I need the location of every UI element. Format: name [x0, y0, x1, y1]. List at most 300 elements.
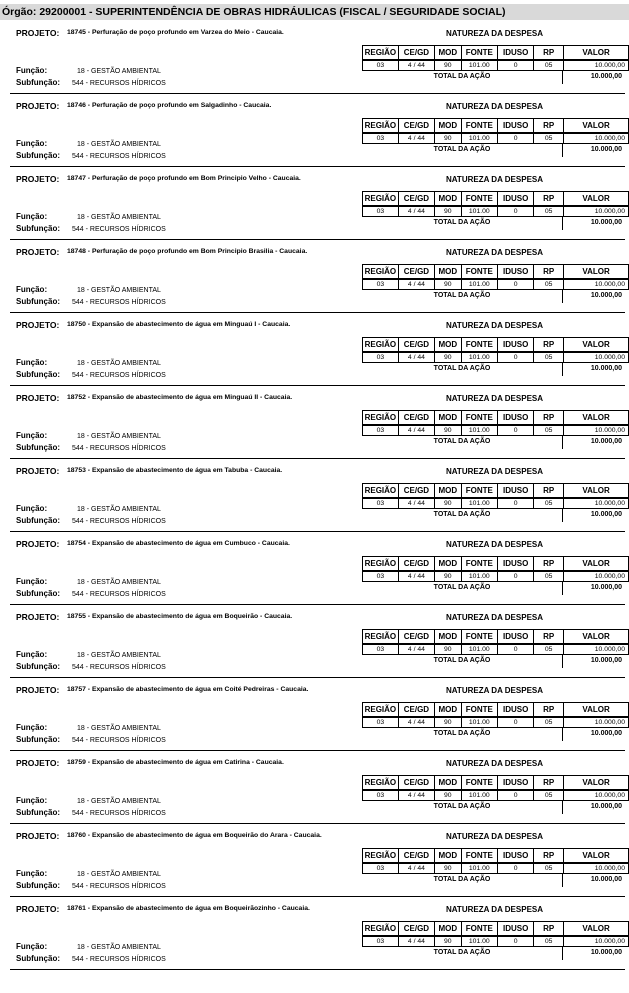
table-cell: 90 [435, 133, 462, 144]
table-cell: 90 [435, 279, 462, 290]
funcao-label: Função: [16, 650, 48, 659]
project-title: 18760 - Expansão de abastecimento de água em Boqueirão do Arara - Caucaia. [67, 832, 322, 839]
col-header: IDUSO [498, 46, 534, 61]
table-cell: 03 [363, 936, 399, 947]
projeto-label: PROJETO: [16, 612, 60, 622]
table-header-row [363, 776, 629, 791]
col-header: CE/GD [398, 630, 434, 645]
col-header: FONTE [461, 849, 497, 864]
section-divider [10, 896, 625, 897]
col-header: VALOR [564, 922, 629, 937]
col-header: FONTE [461, 484, 497, 499]
natureza-table [362, 410, 629, 436]
col-header: IDUSO [498, 703, 534, 718]
col-header: REGIÃO [363, 46, 399, 61]
total-value: 10.000,00 [562, 946, 627, 960]
project-code: 18745 [67, 29, 86, 36]
total-value: 10.000,00 [562, 654, 627, 668]
table-cell: 101.00 [461, 352, 497, 363]
funcao-label: Função: [16, 504, 48, 513]
funcao-label: Função: [16, 869, 48, 878]
project-description: Perfuração de poço profundo em Salgadinho - Caucaia. [91, 102, 272, 109]
total-label: TOTAL DA AÇÃO [433, 292, 491, 299]
col-header: REGIÃO [363, 411, 399, 426]
subfuncao-value: 544 - RECURSOS HÍDRICOS [72, 883, 166, 890]
table-cell: 05 [534, 717, 564, 728]
total-label: TOTAL DA AÇÃO [433, 730, 491, 737]
project-code: 18748 [67, 248, 86, 255]
table-cell: 0 [498, 206, 534, 217]
funcao-value: 18 - GESTÃO AMBIENTAL [77, 652, 161, 659]
col-header: IDUSO [498, 192, 534, 207]
table-cell: 03 [363, 133, 399, 144]
project-block [0, 537, 629, 610]
project-description: Expansão de abastecimento de água em Tabuba - Caucaia. [91, 467, 283, 474]
project-code: 18747 [67, 175, 86, 182]
col-header: VALOR [564, 265, 629, 280]
col-header: RP [534, 922, 564, 937]
table-cell: 90 [435, 644, 462, 655]
project-description: Expansão de abastecimento de água em Minguaú II - Caucaia. [91, 394, 293, 401]
table-cell: 101.00 [461, 863, 497, 874]
col-header: RP [534, 192, 564, 207]
funcao-value: 18 - GESTÃO AMBIENTAL [77, 287, 161, 294]
funcao-value: 18 - GESTÃO AMBIENTAL [77, 214, 161, 221]
funcao-label: Função: [16, 66, 48, 75]
table-header-row [363, 703, 629, 718]
table-row [363, 644, 629, 655]
table-cell: 4 / 44 [398, 133, 434, 144]
funcao-label: Função: [16, 942, 48, 951]
table-cell: 4 / 44 [398, 936, 434, 947]
table-cell: 4 / 44 [398, 498, 434, 509]
table-cell: 05 [534, 352, 564, 363]
col-header: IDUSO [498, 338, 534, 353]
col-header: REGIÃO [363, 338, 399, 353]
col-header: MOD [435, 338, 462, 353]
subfuncao-label: Subfunção: [16, 881, 60, 890]
funcao-value: 18 - GESTÃO AMBIENTAL [77, 433, 161, 440]
total-label: TOTAL DA AÇÃO [433, 949, 491, 956]
table-header-row [363, 922, 629, 937]
col-header: RP [534, 46, 564, 61]
col-header: VALOR [564, 46, 629, 61]
table-cell: 4 / 44 [398, 425, 434, 436]
section-divider [10, 385, 625, 386]
funcao-label: Função: [16, 431, 48, 440]
table-cell: 90 [435, 425, 462, 436]
table-cell: 10.000,00 [564, 498, 629, 509]
col-header: IDUSO [498, 411, 534, 426]
table-cell: 4 / 44 [398, 206, 434, 217]
projeto-label: PROJETO: [16, 904, 60, 914]
natureza-table [362, 702, 629, 728]
project-code: 18752 [67, 394, 86, 401]
col-header: RP [534, 557, 564, 572]
subfuncao-label: Subfunção: [16, 443, 60, 452]
table-cell: 05 [534, 936, 564, 947]
project-block [0, 756, 629, 829]
table-header-row [363, 338, 629, 353]
col-header: VALOR [564, 119, 629, 134]
table-cell: 101.00 [461, 936, 497, 947]
table-header-row [363, 192, 629, 207]
subfuncao-label: Subfunção: [16, 735, 60, 744]
col-header: MOD [435, 703, 462, 718]
section-divider [10, 531, 625, 532]
project-code: 18746 [67, 102, 86, 109]
table-row [363, 571, 629, 582]
table-cell: 101.00 [461, 425, 497, 436]
project-code: 18753 [67, 467, 86, 474]
funcao-value: 18 - GESTÃO AMBIENTAL [77, 506, 161, 513]
project-block [0, 391, 629, 464]
col-header: FONTE [461, 265, 497, 280]
col-header: FONTE [461, 119, 497, 134]
table-cell: 4 / 44 [398, 571, 434, 582]
table-cell: 4 / 44 [398, 863, 434, 874]
total-value: 10.000,00 [562, 70, 627, 84]
project-description: Perfuração de poço profundo em Bom Principio Brasilia - Caucaia. [91, 248, 308, 255]
table-row [363, 790, 629, 801]
project-block [0, 464, 629, 537]
col-header: IDUSO [498, 484, 534, 499]
col-header: MOD [435, 484, 462, 499]
funcao-label: Função: [16, 139, 48, 148]
natureza-heading: NATUREZA DA DESPESA [445, 832, 544, 841]
table-cell: 05 [534, 571, 564, 582]
natureza-table [362, 191, 629, 217]
project-title: 18761 - Expansão de abastecimento de água em Boqueirãozinho - Caucaia. [67, 905, 310, 912]
table-cell: 4 / 44 [398, 279, 434, 290]
table-cell: 05 [534, 279, 564, 290]
col-header: RP [534, 630, 564, 645]
col-header: REGIÃO [363, 484, 399, 499]
col-header: MOD [435, 46, 462, 61]
table-row [363, 717, 629, 728]
projeto-label: PROJETO: [16, 539, 60, 549]
table-cell: 101.00 [461, 498, 497, 509]
col-header: MOD [435, 265, 462, 280]
total-value: 10.000,00 [562, 508, 627, 522]
project-code: 18759 [67, 759, 86, 766]
project-description: Expansão de abastecimento de água em Boqueirãozinho - Caucaia. [91, 905, 310, 912]
table-cell: 05 [534, 644, 564, 655]
table-cell: 03 [363, 352, 399, 363]
natureza-heading: NATUREZA DA DESPESA [445, 321, 544, 330]
funcao-value: 18 - GESTÃO AMBIENTAL [77, 360, 161, 367]
col-header: MOD [435, 411, 462, 426]
col-header: VALOR [564, 484, 629, 499]
table-cell: 90 [435, 790, 462, 801]
col-header: MOD [435, 922, 462, 937]
table-cell: 0 [498, 936, 534, 947]
project-title: 18757 - Expansão de abastecimento de água em Coité Pedreiras - Caucaia. [67, 686, 309, 693]
total-label: TOTAL DA AÇÃO [433, 219, 491, 226]
table-cell: 0 [498, 790, 534, 801]
table-cell: 101.00 [461, 644, 497, 655]
col-header: REGIÃO [363, 703, 399, 718]
subfuncao-value: 544 - RECURSOS HÍDRICOS [72, 664, 166, 671]
col-header: REGIÃO [363, 265, 399, 280]
funcao-value: 18 - GESTÃO AMBIENTAL [77, 579, 161, 586]
table-cell: 90 [435, 936, 462, 947]
table-cell: 10.000,00 [564, 790, 629, 801]
table-cell: 0 [498, 717, 534, 728]
projeto-label: PROJETO: [16, 320, 60, 330]
table-cell: 03 [363, 863, 399, 874]
total-label: TOTAL DA AÇÃO [433, 73, 491, 80]
table-header-row [363, 46, 629, 61]
col-header: IDUSO [498, 776, 534, 791]
col-header: VALOR [564, 776, 629, 791]
natureza-table [362, 118, 629, 144]
table-cell: 4 / 44 [398, 352, 434, 363]
col-header: RP [534, 703, 564, 718]
col-header: VALOR [564, 411, 629, 426]
table-cell: 4 / 44 [398, 60, 434, 71]
total-label: TOTAL DA AÇÃO [433, 803, 491, 810]
subfuncao-value: 544 - RECURSOS HÍDRICOS [72, 80, 166, 87]
col-header: RP [534, 849, 564, 864]
table-cell: 90 [435, 717, 462, 728]
total-label: TOTAL DA AÇÃO [433, 584, 491, 591]
total-value: 10.000,00 [562, 435, 627, 449]
table-cell: 05 [534, 425, 564, 436]
project-description: Perfuração de poço profundo em Bom Principio Velho - Caucaia. [91, 175, 301, 182]
col-header: CE/GD [398, 776, 434, 791]
subfuncao-label: Subfunção: [16, 224, 60, 233]
total-label: TOTAL DA AÇÃO [433, 657, 491, 664]
project-block [0, 610, 629, 683]
project-description: Perfuração de poço profundo em Varzea do Meio - Caucaia. [91, 29, 284, 36]
subfuncao-value: 544 - RECURSOS HÍDRICOS [72, 226, 166, 233]
table-cell: 10.000,00 [564, 571, 629, 582]
total-value: 10.000,00 [562, 581, 627, 595]
subfuncao-value: 544 - RECURSOS HÍDRICOS [72, 518, 166, 525]
funcao-label: Função: [16, 796, 48, 805]
funcao-label: Função: [16, 577, 48, 586]
project-block [0, 245, 629, 318]
col-header: CE/GD [398, 46, 434, 61]
natureza-table [362, 556, 629, 582]
table-cell: 101.00 [461, 206, 497, 217]
table-cell: 0 [498, 352, 534, 363]
projeto-label: PROJETO: [16, 466, 60, 476]
col-header: REGIÃO [363, 192, 399, 207]
table-cell: 101.00 [461, 133, 497, 144]
table-cell: 0 [498, 133, 534, 144]
project-block [0, 318, 629, 391]
col-header: IDUSO [498, 849, 534, 864]
table-cell: 10.000,00 [564, 133, 629, 144]
project-code: 18757 [67, 686, 86, 693]
total-value: 10.000,00 [562, 727, 627, 741]
project-block [0, 99, 629, 172]
natureza-heading: NATUREZA DA DESPESA [445, 467, 544, 476]
table-header-row [363, 119, 629, 134]
subfuncao-value: 544 - RECURSOS HÍDRICOS [72, 956, 166, 963]
section-divider [10, 604, 625, 605]
total-value: 10.000,00 [562, 362, 627, 376]
col-header: VALOR [564, 338, 629, 353]
col-header: REGIÃO [363, 849, 399, 864]
project-description: Expansão de abastecimento de água em Cumbuco - Caucaia. [91, 540, 290, 547]
table-cell: 03 [363, 717, 399, 728]
table-cell: 0 [498, 498, 534, 509]
table-header-row [363, 265, 629, 280]
table-cell: 90 [435, 206, 462, 217]
section-divider [10, 750, 625, 751]
table-cell: 05 [534, 498, 564, 509]
table-cell: 101.00 [461, 279, 497, 290]
subfuncao-label: Subfunção: [16, 516, 60, 525]
natureza-heading: NATUREZA DA DESPESA [445, 540, 544, 549]
table-cell: 05 [534, 206, 564, 217]
col-header: RP [534, 265, 564, 280]
total-label: TOTAL DA AÇÃO [433, 365, 491, 372]
subfuncao-label: Subfunção: [16, 662, 60, 671]
col-header: FONTE [461, 630, 497, 645]
section-divider [10, 823, 625, 824]
natureza-table [362, 921, 629, 947]
table-header-row [363, 849, 629, 864]
table-cell: 4 / 44 [398, 790, 434, 801]
natureza-heading: NATUREZA DA DESPESA [445, 759, 544, 768]
subfuncao-value: 544 - RECURSOS HÍDRICOS [72, 299, 166, 306]
funcao-value: 18 - GESTÃO AMBIENTAL [77, 725, 161, 732]
section-divider [10, 166, 625, 167]
col-header: IDUSO [498, 119, 534, 134]
col-header: FONTE [461, 703, 497, 718]
subfuncao-label: Subfunção: [16, 589, 60, 598]
section-divider [10, 458, 625, 459]
table-header-row [363, 484, 629, 499]
table-cell: 0 [498, 425, 534, 436]
table-cell: 03 [363, 644, 399, 655]
table-row [363, 133, 629, 144]
natureza-heading: NATUREZA DA DESPESA [445, 613, 544, 622]
natureza-table [362, 629, 629, 655]
table-cell: 101.00 [461, 717, 497, 728]
project-title: 18747 - Perfuração de poço profundo em Bom Principio Velho - Caucaia. [67, 175, 301, 182]
col-header: CE/GD [398, 119, 434, 134]
table-cell: 05 [534, 863, 564, 874]
project-title: 18748 - Perfuração de poço profundo em Bom Principio Brasilia - Caucaia. [67, 248, 308, 255]
natureza-heading: NATUREZA DA DESPESA [445, 686, 544, 695]
natureza-table [362, 848, 629, 874]
table-cell: 03 [363, 790, 399, 801]
table-cell: 0 [498, 279, 534, 290]
total-value: 10.000,00 [562, 800, 627, 814]
col-header: CE/GD [398, 192, 434, 207]
col-header: RP [534, 484, 564, 499]
table-cell: 0 [498, 571, 534, 582]
table-cell: 10.000,00 [564, 352, 629, 363]
table-row [363, 863, 629, 874]
table-row [363, 498, 629, 509]
project-block [0, 829, 629, 902]
natureza-heading: NATUREZA DA DESPESA [445, 248, 544, 257]
subfuncao-label: Subfunção: [16, 370, 60, 379]
table-cell: 03 [363, 60, 399, 71]
table-cell: 03 [363, 279, 399, 290]
orgao-header: Órgão: 29200001 - SUPERINTENDÊNCIA DE OBRAS HIDRÁULICAS (FISCAL / SEGURIDADE SOCIAL) [0, 4, 629, 20]
table-cell: 90 [435, 352, 462, 363]
col-header: VALOR [564, 557, 629, 572]
col-header: REGIÃO [363, 630, 399, 645]
funcao-value: 18 - GESTÃO AMBIENTAL [77, 141, 161, 148]
table-cell: 03 [363, 571, 399, 582]
col-header: IDUSO [498, 922, 534, 937]
subfuncao-label: Subfunção: [16, 297, 60, 306]
col-header: FONTE [461, 557, 497, 572]
table-header-row [363, 630, 629, 645]
col-header: REGIÃO [363, 557, 399, 572]
table-row [363, 936, 629, 947]
table-cell: 4 / 44 [398, 644, 434, 655]
table-cell: 10.000,00 [564, 206, 629, 217]
section-divider [10, 677, 625, 678]
table-cell: 90 [435, 498, 462, 509]
table-cell: 03 [363, 206, 399, 217]
total-value: 10.000,00 [562, 289, 627, 303]
subfuncao-label: Subfunção: [16, 78, 60, 87]
table-cell: 10.000,00 [564, 279, 629, 290]
table-cell: 05 [534, 60, 564, 71]
project-code: 18754 [67, 540, 86, 547]
projeto-label: PROJETO: [16, 393, 60, 403]
total-value: 10.000,00 [562, 143, 627, 157]
table-row [363, 352, 629, 363]
total-label: TOTAL DA AÇÃO [433, 876, 491, 883]
total-label: TOTAL DA AÇÃO [433, 438, 491, 445]
project-title: 18746 - Perfuração de poço profundo em Salgadinho - Caucaia. [67, 102, 272, 109]
total-value: 10.000,00 [562, 216, 627, 230]
subfuncao-value: 544 - RECURSOS HÍDRICOS [72, 591, 166, 598]
subfuncao-value: 544 - RECURSOS HÍDRICOS [72, 372, 166, 379]
funcao-value: 18 - GESTÃO AMBIENTAL [77, 68, 161, 75]
total-label: TOTAL DA AÇÃO [433, 146, 491, 153]
project-description: Expansão de abastecimento de água em Boqueirão do Arara - Caucaia. [91, 832, 322, 839]
projeto-label: PROJETO: [16, 28, 60, 38]
col-header: MOD [435, 557, 462, 572]
table-header-row [363, 411, 629, 426]
project-description: Expansão de abastecimento de água em Minguaú I - Caucaia. [91, 321, 291, 328]
col-header: FONTE [461, 338, 497, 353]
col-header: MOD [435, 630, 462, 645]
project-code: 18755 [67, 613, 86, 620]
col-header: VALOR [564, 630, 629, 645]
col-header: MOD [435, 119, 462, 134]
natureza-heading: NATUREZA DA DESPESA [445, 175, 544, 184]
project-title: 18750 - Expansão de abastecimento de água em Minguaú I - Caucaia. [67, 321, 291, 328]
col-header: CE/GD [398, 703, 434, 718]
funcao-label: Função: [16, 285, 48, 294]
col-header: RP [534, 411, 564, 426]
subfuncao-value: 544 - RECURSOS HÍDRICOS [72, 153, 166, 160]
project-description: Expansão de abastecimento de água em Boqueirão - Caucaia. [91, 613, 293, 620]
subfuncao-label: Subfunção: [16, 808, 60, 817]
natureza-table [362, 337, 629, 363]
table-cell: 90 [435, 863, 462, 874]
table-cell: 05 [534, 790, 564, 801]
table-cell: 4 / 44 [398, 717, 434, 728]
col-header: CE/GD [398, 922, 434, 937]
col-header: CE/GD [398, 849, 434, 864]
project-title: 18753 - Expansão de abastecimento de água em Tabuba - Caucaia. [67, 467, 283, 474]
col-header: FONTE [461, 776, 497, 791]
